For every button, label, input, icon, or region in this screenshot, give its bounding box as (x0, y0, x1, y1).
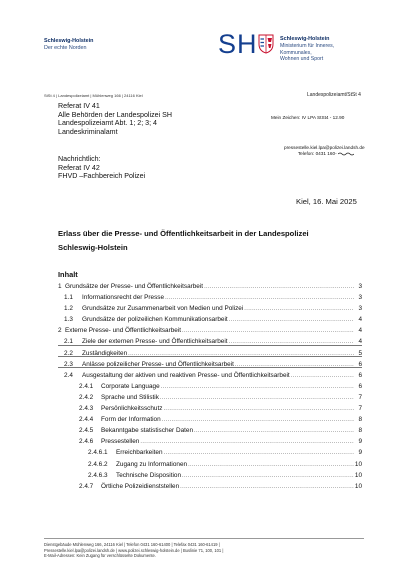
toc-entry-number: 2 (58, 327, 62, 335)
toc-entry[interactable] (58, 370, 362, 381)
toc-entry-number: 2.4.5 (79, 427, 94, 435)
toc-entry-number: 1.1 (64, 294, 73, 302)
contact-phone: Telefon: 0431 160- (297, 151, 337, 157)
toc-entry-title: Externe Presse- und Öffentlichkeitsarbeit (65, 327, 182, 335)
toc-entry-title: Sprache und Stilistik (101, 393, 159, 401)
toc-heading: Inhalt (58, 270, 78, 279)
toc-entry-number: 2.4.4 (79, 416, 94, 424)
ministry-name-1: Ministerium für Inneres, (280, 43, 335, 49)
toc-entry-page: 6 (358, 382, 362, 390)
cc-line: FHVD –Fachbereich Polizei (58, 172, 146, 181)
toc-entry-number: 2.1 (64, 338, 73, 346)
toc-entry-number: 2.4.2 (79, 393, 94, 401)
document-date: Kiel, 16. Mai 2025 (296, 197, 357, 206)
recipient-line: Landespolizeiamt Abt. 1; 2; 3; 4 (58, 119, 157, 128)
document-subject (58, 227, 358, 255)
toc-entry[interactable] (58, 281, 362, 292)
coat-of-arms-icon (258, 34, 274, 54)
toc-entry-page: 10 (354, 482, 362, 490)
toc-entry-title: Persönlichkeitsschutz (101, 405, 163, 413)
toc-entry-title: Corporate Language (101, 382, 160, 390)
recipient-block (58, 102, 172, 136)
toc-entry[interactable] (58, 481, 362, 492)
toc-entry-page: 6 (358, 360, 362, 368)
brand-left (44, 38, 93, 52)
toc-entry-page: 7 (358, 393, 362, 401)
toc-entry-title: Ausgestaltung der aktiven und reaktiven Presse- und Öffentlichkeitsarbeit (82, 371, 290, 379)
ministry-state: Schleswig-Holstein (280, 36, 330, 42)
toc-entry-page: 4 (358, 327, 362, 335)
recipient-line: Landeskriminalamt (58, 127, 118, 136)
toc-entry-title: Zugang zu Informationen (116, 460, 188, 468)
toc-entry-page: 10 (354, 471, 362, 479)
sh-logo (218, 30, 274, 58)
toc-entry[interactable] (58, 459, 362, 470)
cc-block (58, 155, 145, 181)
toc-entry[interactable] (58, 336, 362, 347)
toc-entry[interactable] (58, 314, 362, 325)
footer-line: Pressestelle.kiel.lpa@polizei.landsh.de | www.polizei.schleswig-holstein.de | Buslinie 71, 100, 101 | (44, 547, 224, 553)
cc-label: Nachrichtlich: (58, 155, 101, 163)
toc-entry-page: 10 (354, 460, 362, 468)
toc-entry[interactable] (58, 425, 362, 436)
footer-line: E-Mail-Adressen: Kein Zugang für verschlüsselte Dokumente. (44, 553, 156, 558)
toc-entry-title: Form der Information (101, 416, 161, 424)
toc-entry-title: Informationsrecht der Presse (82, 294, 165, 302)
toc-entry[interactable] (58, 359, 362, 370)
toc-entry-page: 9 (358, 449, 362, 457)
ministry-brand (280, 36, 390, 63)
toc-entry-page: 3 (358, 283, 362, 290)
toc-entry[interactable] (58, 292, 362, 303)
subject-line: Erlass über die Presse- und Öffentlichkeitsarbeit in der Landespolizei (58, 229, 309, 238)
toc-entry-number: 1.2 (64, 305, 73, 313)
toc-entry-title: Technische Disposition (116, 471, 182, 479)
toc-entry-number: 2.4.6.2 (88, 460, 108, 468)
toc-entry-number: 2.4.6 (79, 438, 94, 446)
toc-entry-page: 8 (358, 416, 362, 424)
ministry-name-3: Wohnen und Sport (280, 56, 324, 63)
toc-entry-page: 3 (358, 305, 362, 313)
toc-entry[interactable] (58, 303, 362, 314)
toc-entry-title: Erreichbarkeiten (116, 449, 163, 457)
toc-entry-title: Grundsätze der polizeilichen Kommunikationsarbeit (82, 316, 228, 324)
toc-entry[interactable] (58, 348, 362, 359)
toc-entry-page: 9 (358, 438, 362, 446)
toc-entry[interactable] (58, 381, 362, 392)
toc-entry-page: 7 (358, 405, 362, 413)
toc-entry[interactable] (58, 470, 362, 481)
toc-entry-title: Zuständigkeiten (82, 349, 128, 357)
sh-logo-letters: SH (218, 29, 258, 59)
toc-entry[interactable] (58, 403, 362, 414)
recipient-line: Alle Behörden der Landespolizei SH (58, 110, 172, 119)
toc-entry-number: 2.4.1 (79, 382, 94, 390)
toc-entry-page: 6 (358, 371, 362, 379)
toc-entry-number: 2.4.7 (79, 482, 94, 490)
page-footer (44, 538, 364, 559)
toc-entry-page: 4 (358, 316, 362, 324)
table-of-contents (58, 281, 362, 492)
brand-left-title: Schleswig-Holstein (44, 38, 94, 44)
toc-entry-title: Örtliche Polizeidienststellen (101, 482, 180, 490)
toc-entry-title: Grundsätze zur Zusammenarbeit von Medien und Polizei (82, 305, 244, 313)
toc-entry[interactable] (58, 436, 362, 447)
reference-number: Mein Zeichen: IV LPA StSt4 - 12.90 (271, 115, 345, 120)
contact-email[interactable]: pressestelle.kiel.lpa@polizei.landsh.de (284, 145, 365, 150)
toc-entry-number: 2.4.6.3 (88, 471, 108, 479)
toc-entry-page: 5 (358, 349, 362, 357)
sender-line: StSt 4 | Landespolizeiamt | Mühlenweg 166 | 24116 Kiel (44, 93, 143, 98)
toc-entry-page: 8 (358, 427, 362, 435)
toc-entry-number: 1 (58, 283, 62, 290)
toc-entry-page: 3 (358, 294, 362, 302)
footer-line: Dienstgebäude Mühlenweg 166, 24116 Kiel | Telefon 0431 160-61400 | Telefax 0431 160-61419 | (44, 542, 220, 547)
redacted-extension-scribble-icon (338, 152, 354, 156)
toc-entry[interactable] (58, 447, 362, 458)
toc-entry-title: Anlässe polizeilicher Presse- und Öffentlichkeitsarbeit (82, 360, 234, 368)
toc-entry-title: Pressestellen (101, 438, 140, 446)
toc-entry-title: Bekanntgabe statistischer Daten (101, 427, 194, 435)
toc-entry-number: 2.4.3 (79, 405, 94, 413)
recipient-line: Referat IV 41 (58, 102, 100, 110)
toc-entry[interactable] (58, 325, 362, 336)
toc-entry[interactable] (58, 392, 362, 403)
cc-line: Referat IV 42 (58, 163, 100, 172)
toc-entry-number: 1.3 (64, 316, 73, 324)
toc-dot-leader (180, 481, 354, 493)
toc-entry-title: Ziele der externen Presse- und Öffentlichkeitsarbeit (82, 338, 228, 346)
sender-office: Landespolizeiamt/StSt 4 (307, 92, 361, 98)
subject-line: Schleswig-Holstein (58, 243, 128, 252)
contact-block (284, 145, 365, 157)
ministry-name-2: Kommunales, (280, 49, 312, 56)
toc-entry-number: 2.4.6.1 (88, 449, 108, 457)
toc-entry-title: Grundsätze der Presse- und Öffentlichkeitsarbeit (65, 283, 204, 290)
toc-entry-number: 2.2 (64, 349, 73, 357)
toc-entry-number: 2.3 (64, 360, 73, 368)
brand-left-slogan: Der echte Norden (44, 45, 87, 51)
toc-entry-number: 2.4 (64, 371, 73, 379)
toc-entry-page: 4 (358, 338, 362, 346)
toc-entry[interactable] (58, 414, 362, 425)
